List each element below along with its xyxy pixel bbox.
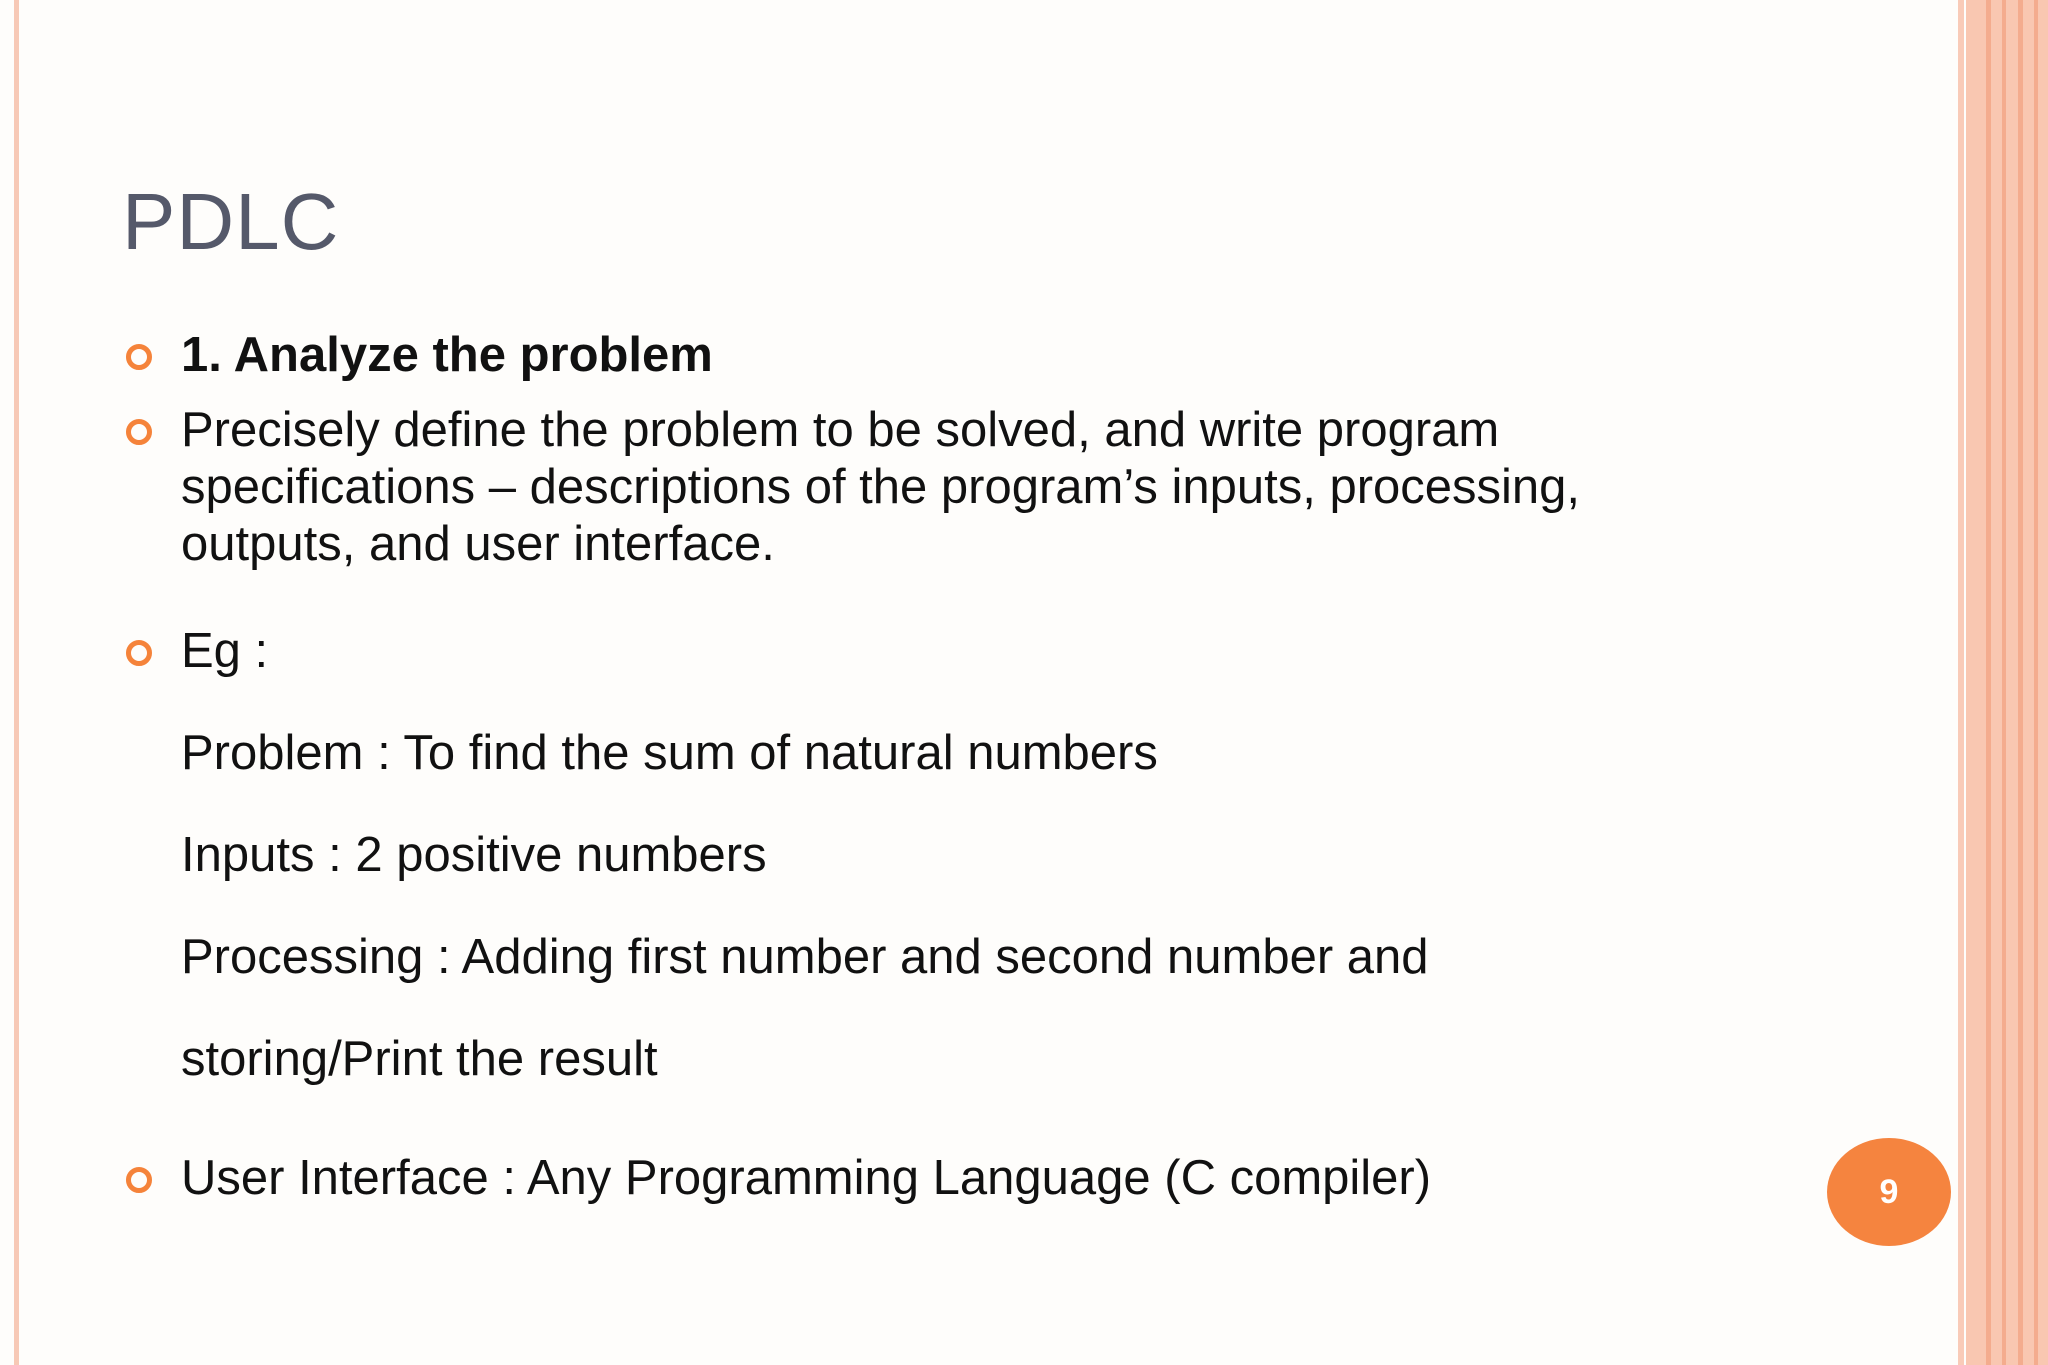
right-stripe — [2002, 0, 2006, 1365]
bullet-text-user-interface: User Interface : Any Programming Language (C compiler) — [181, 1151, 1432, 1205]
example-processing-line1: Processing : Adding first number and second number and — [181, 930, 1429, 984]
bullet-text-heading: 1. Analyze the problem — [181, 328, 713, 382]
page-number: 9 — [1879, 1172, 1899, 1211]
bullet-text-line: specifications – descriptions of the program’s inputs, processing, — [181, 460, 1581, 514]
left-border-decoration — [14, 0, 19, 1365]
bullet-ring-icon — [126, 344, 152, 370]
bullet-ring-icon — [126, 419, 152, 445]
right-border-decoration — [1966, 0, 2048, 1365]
example-problem: Problem : To find the sum of natural numbers — [181, 726, 1158, 780]
slide-title: PDLC — [122, 177, 340, 266]
example-processing-line2: storing/Print the result — [181, 1032, 658, 1086]
bullet-text-line: Precisely define the problem to be solved, and write program — [181, 403, 1500, 457]
example-inputs: Inputs : 2 positive numbers — [181, 828, 767, 882]
bullet-text-example: Eg : — [181, 624, 269, 678]
page-number-badge — [1827, 1138, 1951, 1246]
right-stripe — [1986, 0, 1991, 1365]
right-inner-line-decoration — [1958, 0, 1964, 1365]
right-stripe — [2034, 0, 2038, 1365]
bullet-ring-icon — [126, 640, 152, 666]
bullet-ring-icon — [126, 1167, 152, 1193]
right-stripe — [2018, 0, 2023, 1365]
bullet-text-line: outputs, and user interface. — [181, 517, 775, 571]
